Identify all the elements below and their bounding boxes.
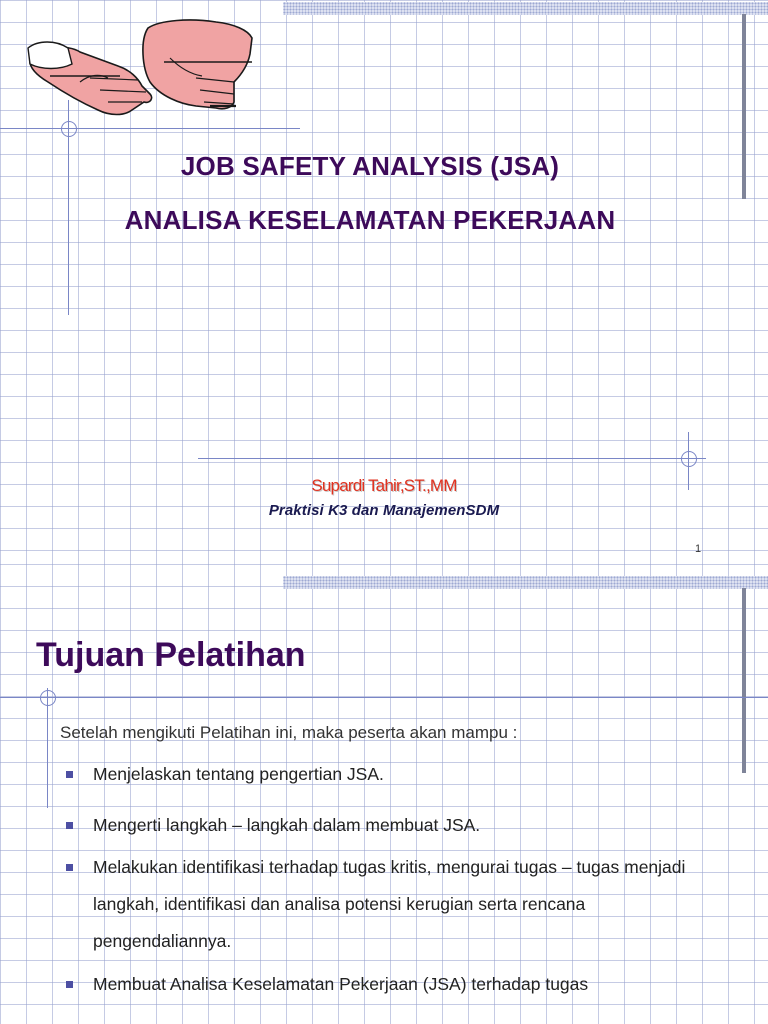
slide-heading: Tujuan Pelatihan [36, 636, 306, 674]
intro-text: Setelah mengikuti Pelatihan ini, maka peserta akan mampu : [60, 723, 518, 742]
bullet-square-icon [66, 771, 73, 778]
bullet-text: Membuat Analisa Keselamatan Pekerjaan (JSA) terhadap tugas [93, 974, 589, 994]
top-band [283, 2, 768, 15]
right-accent-bar [742, 14, 746, 199]
bullet-square-icon [66, 864, 73, 871]
bullet-text: Menjelaskan tentang pengertian JSA. [93, 764, 384, 784]
slide-2 [0, 564, 768, 1024]
open-hands-icon [20, 18, 270, 128]
top-band [283, 576, 768, 589]
bullet-square-icon [66, 822, 73, 829]
bullet-text: Mengerti langkah – langkah dalam membuat JSA. [93, 815, 481, 835]
bullet-text: Melakukan identifikasi terhadap tugas kritis, mengurai tugas – tugas menjadi langkah, identifikasi dan analisa potensi kerugian serta rencana pengendaliannya. [93, 857, 686, 951]
title-line-1: JOB SAFETY ANALYSIS (JSA) [180, 151, 560, 181]
list-item [66, 966, 706, 1003]
author-name: Supardi Tahir,ST.,MM [311, 476, 457, 495]
right-accent-bar [742, 588, 746, 773]
list-item [66, 756, 706, 793]
deco-line [0, 697, 768, 698]
objectives-list [66, 756, 706, 1003]
crosshair-mark [40, 690, 56, 706]
list-item [66, 807, 706, 844]
title-line-2: ANALISA KESELAMATAN PEKERJAAN [124, 205, 616, 235]
author-role: Praktisi K3 dan ManajemenSDM [268, 502, 500, 519]
crosshair-mark [681, 451, 697, 467]
deco-line [47, 688, 48, 808]
page-number: 1 [695, 543, 702, 555]
bullet-square-icon [66, 981, 73, 988]
deco-line [0, 128, 300, 129]
list-item [66, 849, 706, 960]
deco-line [198, 458, 706, 459]
